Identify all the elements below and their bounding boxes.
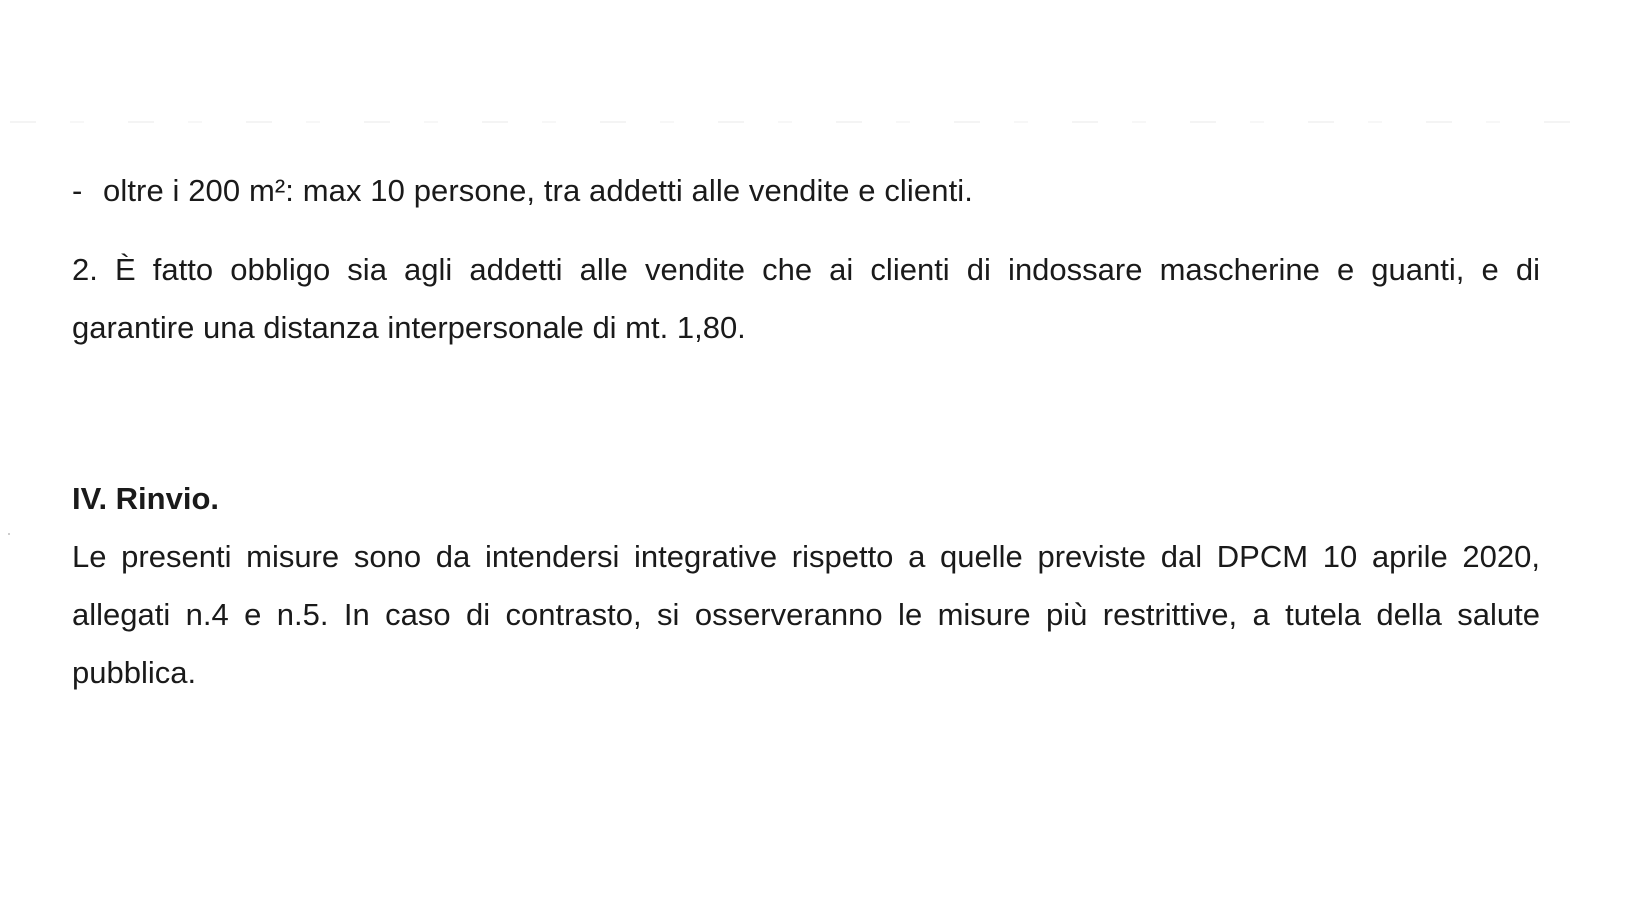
bullet-text: oltre i 200 m²: max 10 persone, tra addetti alle vendite e clienti. <box>103 173 973 208</box>
bullet-item <box>72 173 973 209</box>
paragraph-3-line-2: allegati n.4 e n.5. In caso di contrasto, si osserveranno le misure più restrittive, a tutela della salute <box>72 597 1540 632</box>
scan-speck <box>8 533 10 535</box>
paragraph-2-line-1: 2. È fatto obbligo sia agli addetti alle vendite che ai clienti di indossare mascherine e guanti, e di <box>72 252 1540 287</box>
section-heading: IV. Rinvio. <box>72 481 220 516</box>
paragraph-3-line-1: Le presenti misure sono da intendersi integrative rispetto a quelle previste dal DPCM 10 aprile 2020, <box>72 539 1540 574</box>
scan-artifact-line <box>10 121 1600 123</box>
paragraph-3-line-3: pubblica. <box>72 655 197 690</box>
paragraph-2-line-2: garantire una distanza interpersonale di mt. 1,80. <box>72 310 746 345</box>
bullet-dash: - <box>72 173 83 208</box>
